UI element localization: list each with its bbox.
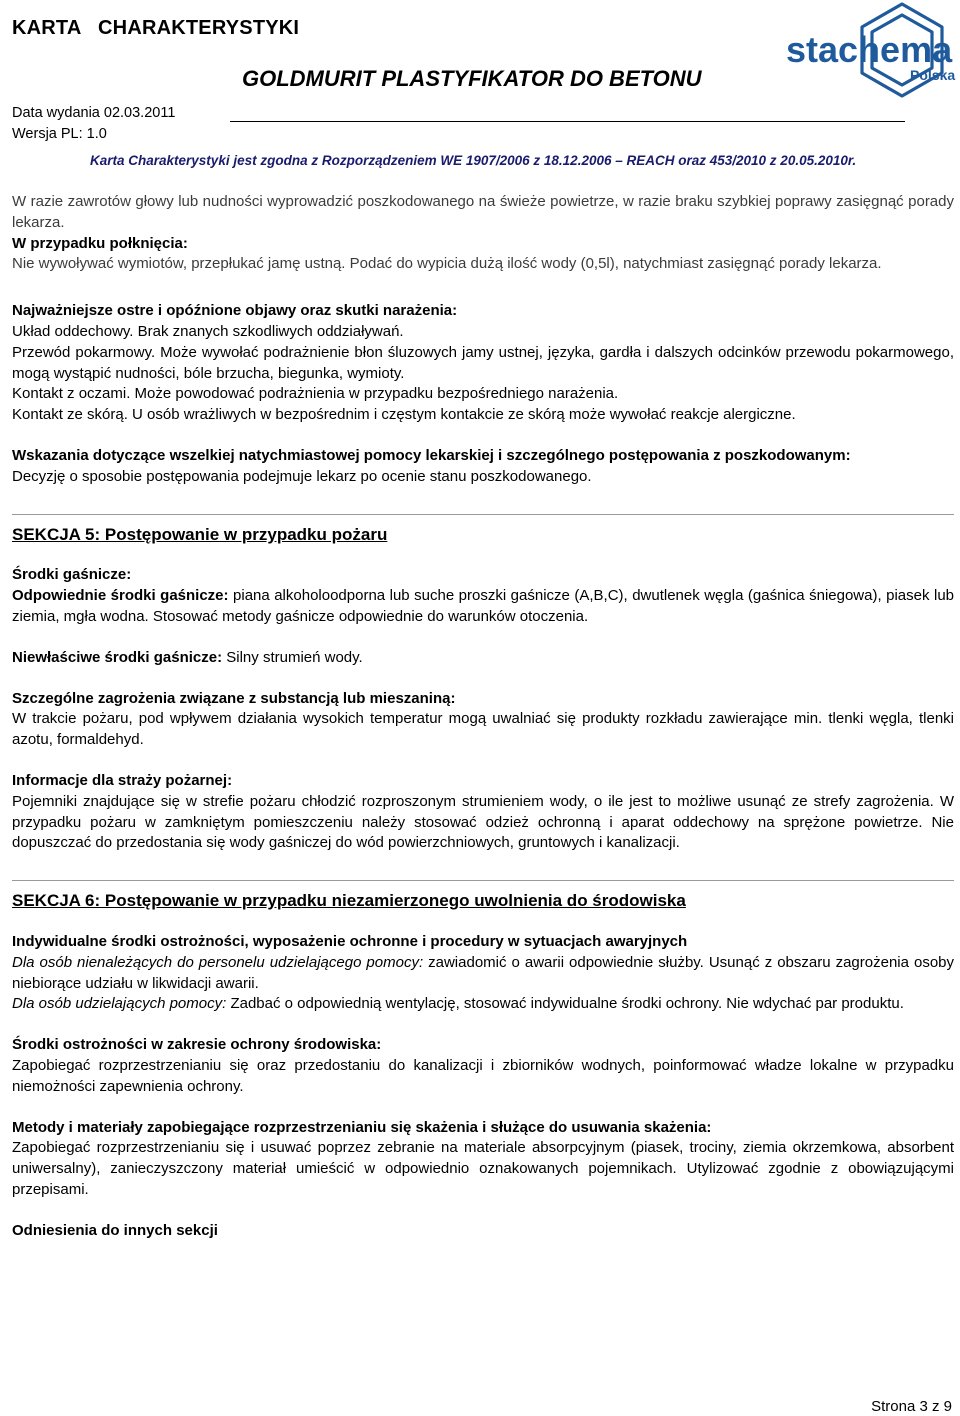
firefighters-heading: Informacje dla straży pożarnej: [12,771,233,789]
extinguishing-media-heading: Środki gaśnicze: [12,566,132,584]
non-emergency-text: zawiadomić o awarii odpowiednie służby. Usunąć z obszaru zagrożenia osoby niebiorące udziału w likwidacji awarii. [12,953,954,992]
version-label: Wersja PL: 1.0 [12,126,107,142]
symptoms-skin: Kontakt ze skórą. U osób wrażliwych w bezpośrednim i częstym kontakcie ze skórą może wywołać reakcje alergiczne. [12,406,796,424]
suitable-media-text: piana alkoholoodporna lub suche proszki gaśnicze (A,B,C), dwutlenek węgla (gaśnica śniegowa), piasek lub ziemia, mgła wodna. Stosować metody gaśnicze odpowiednie do warunków otoczenia. [12,587,955,625]
symptoms-respiratory: Układ oddechowy. Brak znanych szkodliwych oddziaływań. [12,322,404,340]
personal-precautions-heading: Indywidualne środki ostrożności, wyposażenie ochronne i procedury w sytuacjach awaryjnych [12,932,688,950]
symptoms-digestive: Przewód pokarmowy. Może wywołać podrażnienie błon śluzowych jamy ustnej, języka, gardła i dalszych odcinków przewodu pokarmowego, mogą wystąpić nudności, bóle brzucha, biegunka, wymioty. [12,343,954,382]
issue-date: Data wydania 02.03.2011 [12,105,176,121]
regulation-note: Karta Charakterystyki jest zgodna z Rozporządzeniem WE 1907/2006 z 18.12.2006 – REACH oraz 453/2010 z 20.05.2010r. [90,153,857,168]
environmental-precautions-text: Zapobiegać rozprzestrzenianiu się oraz przedostaniu do kanalizacji i zbiorników wodnych, poinformować władze lokalne w przypadku niemożności zapewnienia ochrony. [12,1056,954,1095]
responders-text: Zadbać o odpowiednią wentylację, stosować indywidualne środki ochrony. Nie wdychać par produktu. [226,995,904,1013]
logo-sub-text: Polska [910,67,956,83]
environmental-precautions-heading: Środki ostrożności w zakresie ochrony środowiska: [12,1036,382,1054]
swallowing-text: Nie wywoływać wymiotów, przepłukać jamę ustną. Podać do wypicia dużą ilość wody (0,5l), natychmiast zasięgnąć porady lekarza. [12,255,882,273]
unsuitable-media-label: Niewłaściwe środki gaśnicze: [12,648,223,666]
unsuitable-media-text: Silny strumień wody. [222,648,363,666]
unsuitable-media [12,648,954,669]
emergency-responders [12,994,954,1015]
suitable-media-label: Odpowiednie środki gaśnicze: [12,587,229,605]
product-name: GOLDMURIT PLASTYFIKATOR DO BETONU [242,66,702,91]
non-emergency-personnel [12,953,954,995]
cleanup-methods-text: Zapobiegać rozprzestrzenianiu się i usuwać poprzez zebranie na materiale absorpcyjnym (piasek, trociny, ziemia okrzemkowa, absorbent uniwersalny), zanieczyszczony materiał umieścić w odpowiednio oznakowanych pojemnikach. Utylizować zgodnie z obowiązującymi przepisami. [12,1139,954,1198]
symptoms-heading: Najważniejsze ostre i opóźnione objawy oraz skutki narażenia: [12,302,458,320]
other-sections-heading: Odniesienia do innych sekcji [12,1221,218,1239]
firefighters-text: Pojemniki znajdujące się w strefie pożaru chłodzić rozproszonym strumieniem wody, o ile jest to możliwe usunąć ze strefy zagrożenia. W przypadku pożaru w zamkniętym pomieszczeniu należy stosować odzież ochronną i aparat oddechowy na sprężone powietrze. Nie dopuszczać do przedostania się wody gaśniczej do wód powierzchniowych, gruntowych i kanalizacji. [12,792,954,852]
document-type-title: KARTA CHARAKTERYSTYKI [12,17,300,39]
medical-attention-text: Decyzję o sposobie postępowania podejmuje lekarz po ocenie stanu poszkodowanego. [12,467,592,485]
stachema-logo [782,0,960,104]
section-5-title: SEKCJA 5: Postępowanie w przypadku pożaru [12,524,388,544]
header-divider [230,121,905,122]
medical-attention-heading: Wskazania dotyczące wszelkiej natychmiastowej pomocy lekarskiej i szczególnego postępowania z poszkodowanym: [12,446,851,464]
logo-brand-text: stachema [786,29,953,70]
symptoms-eyes: Kontakt z oczami. Może powodować podrażnienia w przypadku bezpośredniego narażenia. [12,385,619,403]
swallowing-heading: W przypadku połknięcia: [12,234,188,252]
special-hazards-text: W trakcie pożaru, pod wpływem działania wysokich temperatur mogą uwalniać się produkty rozkładu zawierające min. tlenki węgla, tlenki azotu, formaldehyd. [12,710,954,749]
page-number: Strona 3 z 9 [871,1398,952,1415]
dizziness-instruction: W razie zawrotów głowy lub nudności wyprowadzić poszkodowanego na świeże powietrze, w razie braku szybkiej poprawy zasięgnąć porady lekarza. [12,193,954,231]
document-body [12,192,954,1241]
cleanup-methods-heading: Metody i materiały zapobiegające rozprzestrzenianiu się skażenia i służące do usuwania skażenia: [12,1118,712,1136]
section-6-title: SEKCJA 6: Postępowanie w przypadku niezamierzonego uwolnienia do środowiska [12,891,686,911]
non-emergency-label: Dla osób nienależących do personelu udzielającego pomocy: [12,953,424,971]
suitable-media [12,586,954,628]
special-hazards-heading: Szczególne zagrożenia związane z substancją lub mieszaniną: [12,689,456,707]
responders-label: Dla osób udzielających pomocy: [12,995,227,1013]
